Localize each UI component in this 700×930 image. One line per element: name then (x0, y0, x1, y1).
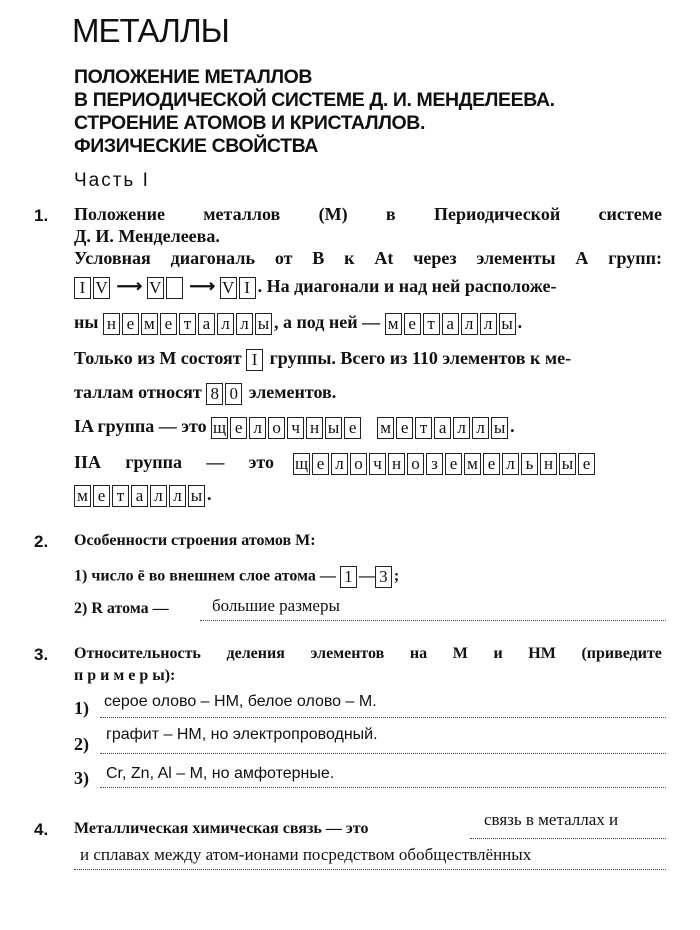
letter-cell: ы (491, 417, 508, 439)
letter-cell: т (179, 313, 196, 335)
subtitle-line: СТРОЕНИЕ АТОМОВ И КРИСТАЛЛОВ. (74, 112, 425, 134)
letter-cell: ы (188, 485, 205, 507)
text: Только из М состоят (74, 348, 242, 368)
letter-cell: ы (499, 313, 516, 335)
text: . (207, 484, 212, 504)
handwritten-answer[interactable]: графит – НМ, но электропроводный. (106, 726, 378, 743)
word: и (493, 645, 503, 662)
letter-cell: I (239, 277, 256, 299)
text: 1) число ē во внешнем слое атома — (74, 567, 336, 585)
arrow-icon: ⟶ (189, 276, 216, 296)
word: А (575, 248, 589, 268)
letter-cell: 0 (225, 383, 242, 405)
letter-cell: л (480, 313, 497, 335)
letter-cell: ы (559, 453, 576, 475)
answer-electrons-from[interactable] (340, 568, 359, 585)
word: IIA (74, 452, 102, 472)
q1-line-6 (74, 348, 571, 371)
letter-cell: V (93, 277, 110, 299)
arrow-icon: ⟶ (116, 276, 143, 296)
word: это (248, 452, 274, 472)
letter-cell: л (461, 313, 478, 335)
section-subtitle (74, 66, 555, 158)
letter-cell: V (220, 277, 237, 299)
letter-cell: н (540, 453, 557, 475)
word: системе (598, 204, 662, 224)
letter-cell: ч (287, 417, 304, 439)
text: группы. Всего из 110 элементов к ме- (269, 348, 572, 368)
word: — (206, 452, 225, 472)
letter-cell: е (93, 485, 110, 507)
letter-cell: т (415, 417, 432, 439)
word: к (344, 248, 355, 268)
handwritten-answer[interactable]: связь в металлах и (484, 810, 619, 829)
answer-line (200, 620, 666, 621)
q3-item-number: 3) (74, 768, 89, 788)
letter-cell: о (350, 453, 367, 475)
answer-group-a[interactable] (74, 276, 112, 296)
letter-cell: щ (294, 453, 309, 473)
q1-line-3 (74, 248, 662, 269)
word: Условная (74, 248, 151, 268)
letter-cell: н (306, 417, 323, 439)
letter-cell: л (502, 453, 519, 475)
word: Относительность (74, 645, 201, 662)
letter-cell: а (131, 485, 148, 507)
letter-cell: м (385, 313, 402, 335)
letter-cell: е (230, 417, 247, 439)
q2-heading: Особенности строения атомов М: (74, 532, 316, 549)
answer-line (470, 838, 666, 839)
q1-line-iia-2 (74, 484, 212, 507)
q1-line-2: Д. И. Менделеева. (74, 226, 220, 246)
letter-cell: I (246, 349, 263, 371)
letter-cell: ы (325, 417, 342, 439)
page-title: МЕТАЛЛЫ (72, 12, 229, 49)
word: Периодической (434, 204, 561, 224)
question-number: 3. (34, 645, 49, 664)
letter-cell: 3 (375, 566, 392, 588)
question-number: 4. (34, 820, 49, 839)
part-label: Часть I (74, 170, 150, 191)
word: в (385, 204, 396, 224)
letter-cell: з (426, 453, 443, 475)
letter-cell (166, 277, 183, 299)
letter-cell: т (112, 485, 129, 507)
letter-cell: е (312, 453, 329, 475)
letter-cell: е (396, 417, 413, 439)
word: диагональ (170, 248, 255, 268)
q1-line-5 (74, 312, 522, 335)
word: Положение (74, 204, 165, 224)
letter-cell: ь (521, 453, 538, 475)
iia-label (74, 452, 274, 473)
text: . (510, 416, 515, 436)
answer-metals[interactable] (385, 312, 518, 332)
word: НМ (528, 645, 556, 662)
letter-cell: л (331, 453, 348, 475)
answer-line (100, 787, 666, 788)
q3-heading (74, 645, 662, 663)
letter-cell: ч (369, 453, 386, 475)
letter-cell: л (472, 417, 489, 439)
letter-cell: ы (255, 313, 272, 335)
handwritten-answer[interactable]: и сплавах между атом-ионами посредством обобществлённых (80, 845, 532, 864)
letter-cell: а (434, 417, 451, 439)
answer-line (74, 869, 666, 870)
letter-cell: о (268, 417, 285, 439)
q1-line-7 (74, 382, 336, 405)
answer-line (100, 717, 666, 718)
answer-line (100, 753, 666, 754)
letter-cell: а (442, 313, 459, 335)
letter-cell: м (74, 485, 91, 507)
letter-cell: л (150, 485, 167, 507)
word: групп: (608, 248, 662, 268)
handwritten-answer[interactable]: большие размеры (212, 596, 340, 615)
word: деления (226, 645, 285, 662)
text: . (517, 312, 523, 332)
word: М (452, 645, 468, 662)
letter-cell: м (141, 313, 158, 335)
text: — (358, 567, 375, 585)
letter-cell: 8 (206, 383, 223, 405)
letter-cell: V (147, 277, 164, 299)
letter-cell: л (236, 313, 253, 335)
letter-cell: н (103, 313, 120, 335)
subtitle-line: В ПЕРИОДИЧЕСКОЙ СИСТЕМЕ Д. И. МЕНДЕЛЕЕВА. (74, 89, 555, 111)
subtitle-line: ФИЗИЧЕСКИЕ СВОЙСТВА (74, 135, 318, 157)
letter-cell: л (453, 417, 470, 439)
word: (М) (318, 204, 348, 224)
answer-only-m-group[interactable] (246, 348, 265, 368)
letter-cell: е (344, 417, 361, 439)
letter-cell: м (464, 453, 481, 475)
letter-cell: л (169, 485, 186, 507)
q3-item-number: 1) (74, 698, 89, 718)
answer-electrons-to[interactable] (375, 568, 394, 585)
answer-nonmetals[interactable] (103, 312, 274, 332)
q4-heading: Металлическая химическая связь — это (74, 820, 369, 837)
q1-line-4 (74, 276, 557, 299)
letter-cell: 1 (340, 566, 357, 588)
word: В (312, 248, 325, 268)
handwritten-answer[interactable]: серое олово – НМ, белое олово – М. (104, 693, 377, 710)
letter-cell: I (74, 277, 91, 299)
text: , а под ней — (273, 312, 381, 332)
letter-cell: щ (213, 417, 227, 437)
word: через (413, 248, 457, 268)
word: от (274, 248, 293, 268)
q3-heading-2: п р и м е р ы): (74, 667, 176, 684)
letter-cell: е (404, 313, 421, 335)
letter-cell: е (160, 313, 177, 335)
text: таллам относят (74, 382, 202, 402)
letter-cell: е (122, 313, 139, 335)
answer-count[interactable] (206, 382, 244, 402)
q2-line-2: 2) R атома — (74, 600, 169, 617)
word: группа (125, 452, 183, 472)
letter-cell: е (483, 453, 500, 475)
word: (приведите (581, 645, 662, 662)
word: металлов (203, 204, 281, 224)
answer-group-c[interactable] (220, 276, 258, 296)
answer-group-b[interactable] (147, 276, 185, 296)
text: элементов. (248, 382, 337, 402)
text: ны (74, 312, 99, 332)
word: на (409, 645, 428, 662)
q2-line-1 (74, 566, 399, 588)
q1-line-ia (74, 416, 515, 439)
answer-iia-group-2[interactable] (74, 484, 207, 504)
text: . На диагонали и над ней расположе- (257, 276, 557, 296)
subtitle-line: ПОЛОЖЕНИЕ МЕТАЛЛОВ (74, 66, 313, 88)
question-number: 1. (34, 206, 49, 225)
letter-cell: е (445, 453, 462, 475)
letter-cell: е (578, 453, 595, 475)
q1-line-iia (74, 452, 597, 475)
text: ; (393, 567, 400, 585)
word: элементов (310, 645, 385, 662)
letter-cell: т (423, 313, 440, 335)
question-number: 2. (34, 532, 49, 551)
q1-line-1 (74, 204, 662, 225)
letter-cell: л (249, 417, 266, 439)
answer-ia-group[interactable] (211, 416, 510, 436)
letter-cell: м (377, 417, 394, 439)
word: элементы (476, 248, 556, 268)
letter-cell: н (388, 453, 405, 475)
letter-cell: л (217, 313, 234, 335)
q3-item-number: 2) (74, 734, 89, 754)
text: IA группа — это (74, 416, 207, 436)
letter-cell: о (407, 453, 424, 475)
handwritten-answer[interactable]: Cr, Zn, Al – М, но амфотерные. (106, 765, 335, 782)
answer-iia-group-1[interactable] (293, 452, 597, 472)
letter-cell: а (198, 313, 215, 335)
word: At (374, 248, 394, 268)
